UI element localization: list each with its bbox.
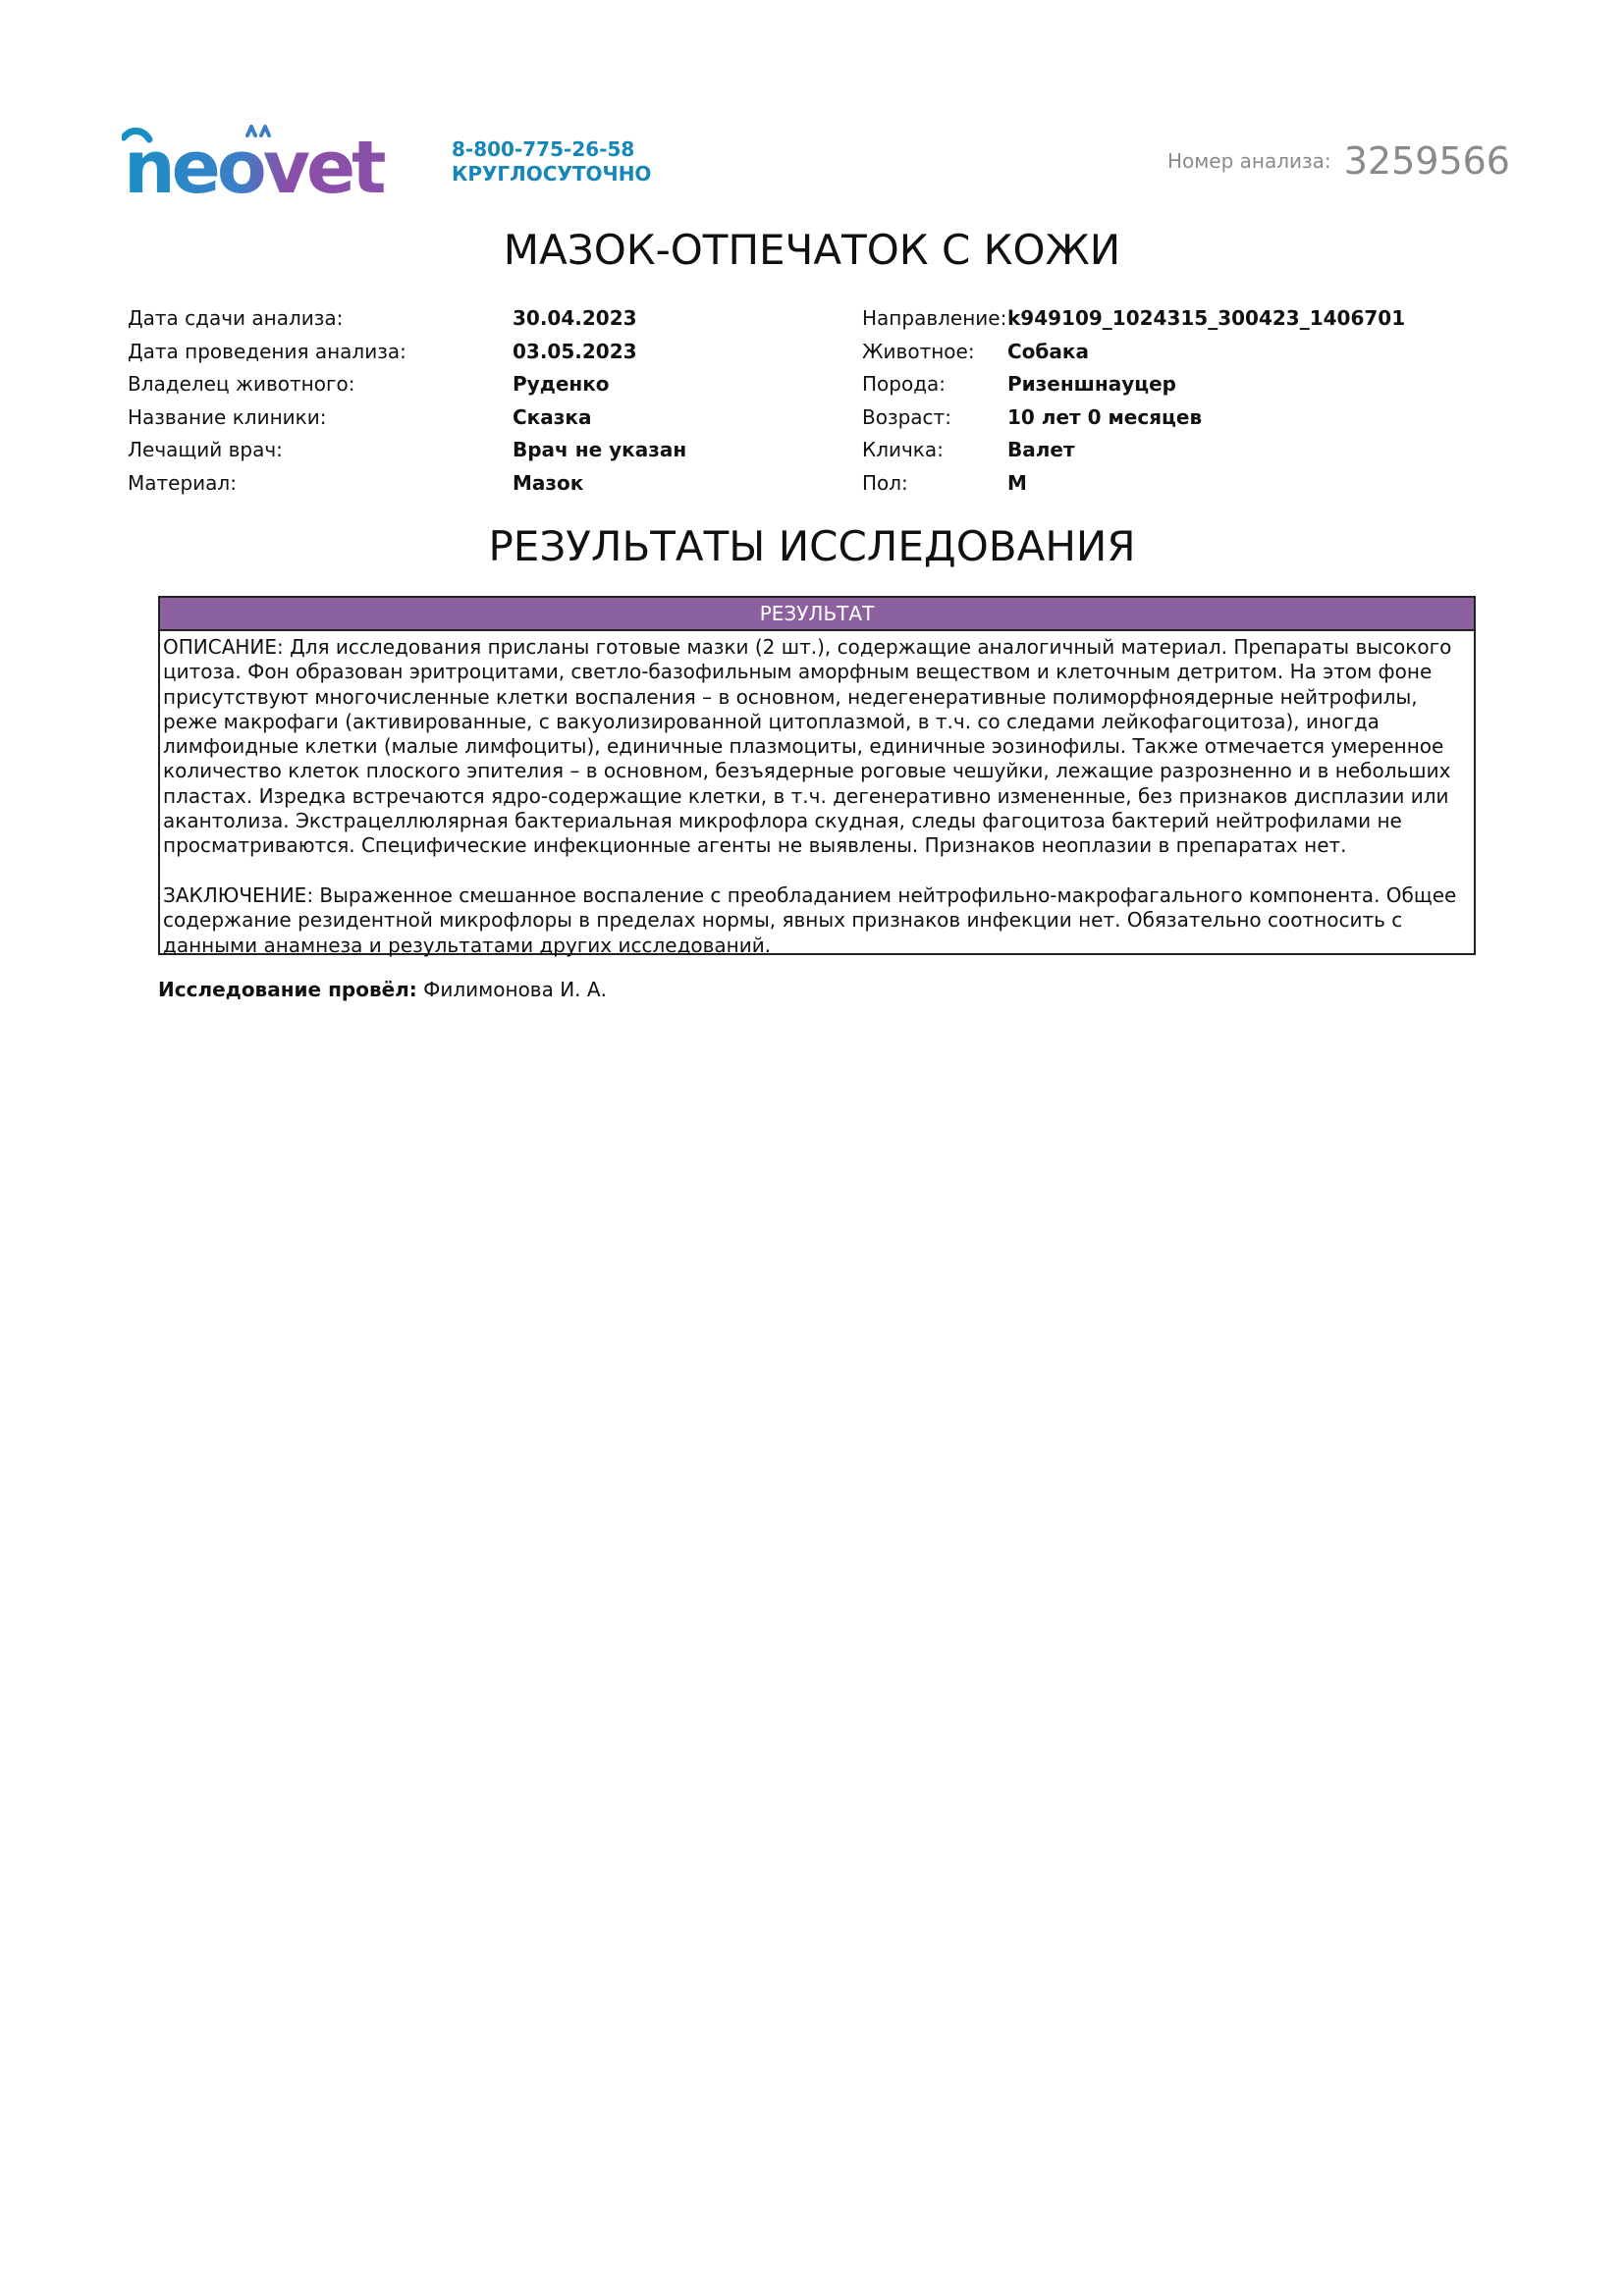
info-label: Кличка: — [862, 438, 944, 462]
info-label: Лечащий врач: — [128, 438, 283, 462]
hours-label: КРУГЛОСУТОЧНО — [452, 162, 652, 186]
phone-number: 8-800-775-26-58 — [452, 137, 635, 161]
result-body — [160, 631, 1474, 958]
info-left-labels — [128, 302, 406, 501]
info-label: Название клиники: — [128, 404, 327, 429]
info-value: Врач не указан — [513, 438, 687, 462]
info-value: М — [1007, 470, 1027, 495]
info-value: Валет — [1007, 438, 1075, 462]
analysis-number-value: 3259566 — [1343, 139, 1510, 183]
info-label: Дата проведения анализа: — [128, 339, 406, 363]
info-value: 03.05.2023 — [513, 339, 637, 363]
info-label: Владелец животного: — [128, 372, 355, 397]
document-title: МАЗОК-ОТПЕЧАТОК С КОЖИ — [503, 226, 1121, 274]
info-label: Направление: — [862, 306, 1007, 330]
analysis-number-label: Номер анализа: — [1166, 149, 1331, 173]
contact-block — [452, 137, 651, 187]
info-value: k949109_1024315_300423_1406701 — [1007, 306, 1406, 330]
analysis-number — [1167, 139, 1510, 183]
info-label: Порода: — [862, 372, 947, 397]
signature-label: Исследование провёл: — [158, 978, 417, 1001]
info-right-labels — [862, 302, 1006, 501]
result-table — [158, 596, 1476, 955]
info-value: Сказка — [513, 404, 592, 429]
info-value: Ризеншнауцер — [1007, 372, 1176, 397]
signature-line — [158, 978, 607, 1001]
info-value: 30.04.2023 — [513, 306, 637, 330]
info-label: Пол: — [862, 470, 908, 495]
info-label: Материал: — [128, 470, 237, 495]
result-description: ОПИСАНИЕ: Для исследования присланы готовые мазки (2 шт.), содержащие аналогичный материал. Препараты высокого цитоза. Фон образован эритроцитами, светло-базофильным аморфным веществом и клеточным детритом. На этом фоне присутствуют многочисленные клетки воспаления – в основном, недегенеративные полиморфноядерные нейтрофилы, реже макрофаги (активированные, с вакуолизированной цитоплазмой, в т.ч. со следами лейкофагоцитоза), иногда лимфоидные клетки (малые лимфоциты), единичные плазмоциты, единичные эозинофилы. Также отмечается умеренное количество клеток плоского эпителия – в основном, безъядерные роговые чешуйки, лежащие разрозненно и в небольших пластах. Изредка встречаются ядро-содержащие клетки, в т.ч. дегенеративно измененные, без признаков дисплазии или акантолиза. Экстрацеллюлярная бактериальная микрофлора скудная, следы фагоцитоза бактерий нейтрофилами не просматриваются. Специфические инфекционные агенты не выявлены. Признаков неоплазии в препаратах нет. — [163, 635, 1452, 858]
info-value: 10 лет 0 месяцев — [1007, 404, 1203, 429]
result-conclusion: ЗАКЛЮЧЕНИЕ: Выраженное смешанное воспаление с преобладанием нейтрофильно-макрофагального компонента. Общее содержание резидентной микрофлоры в пределах нормы, явных признаков инфекции нет. Обязательно соотносить с данными анамнеза и результатами других исследований. — [163, 882, 1457, 957]
info-left-values — [513, 302, 686, 501]
info-value: Мазок — [513, 470, 584, 495]
result-header: РЕЗУЛЬТАТ — [160, 598, 1474, 631]
info-value: Собака — [1007, 339, 1089, 363]
info-label: Возраст: — [862, 404, 951, 429]
info-value: Руденко — [513, 372, 610, 397]
svg-text:neovet: neovet — [124, 126, 383, 204]
results-title: РЕЗУЛЬТАТЫ ИССЛЕДОВАНИЯ — [488, 522, 1136, 570]
info-right-values — [1007, 302, 1405, 501]
signature-name: Филимонова И. А. — [423, 978, 607, 1001]
neovet-logo — [122, 116, 387, 204]
info-label: Дата сдачи анализа: — [128, 306, 344, 330]
info-label: Животное: — [862, 339, 975, 363]
